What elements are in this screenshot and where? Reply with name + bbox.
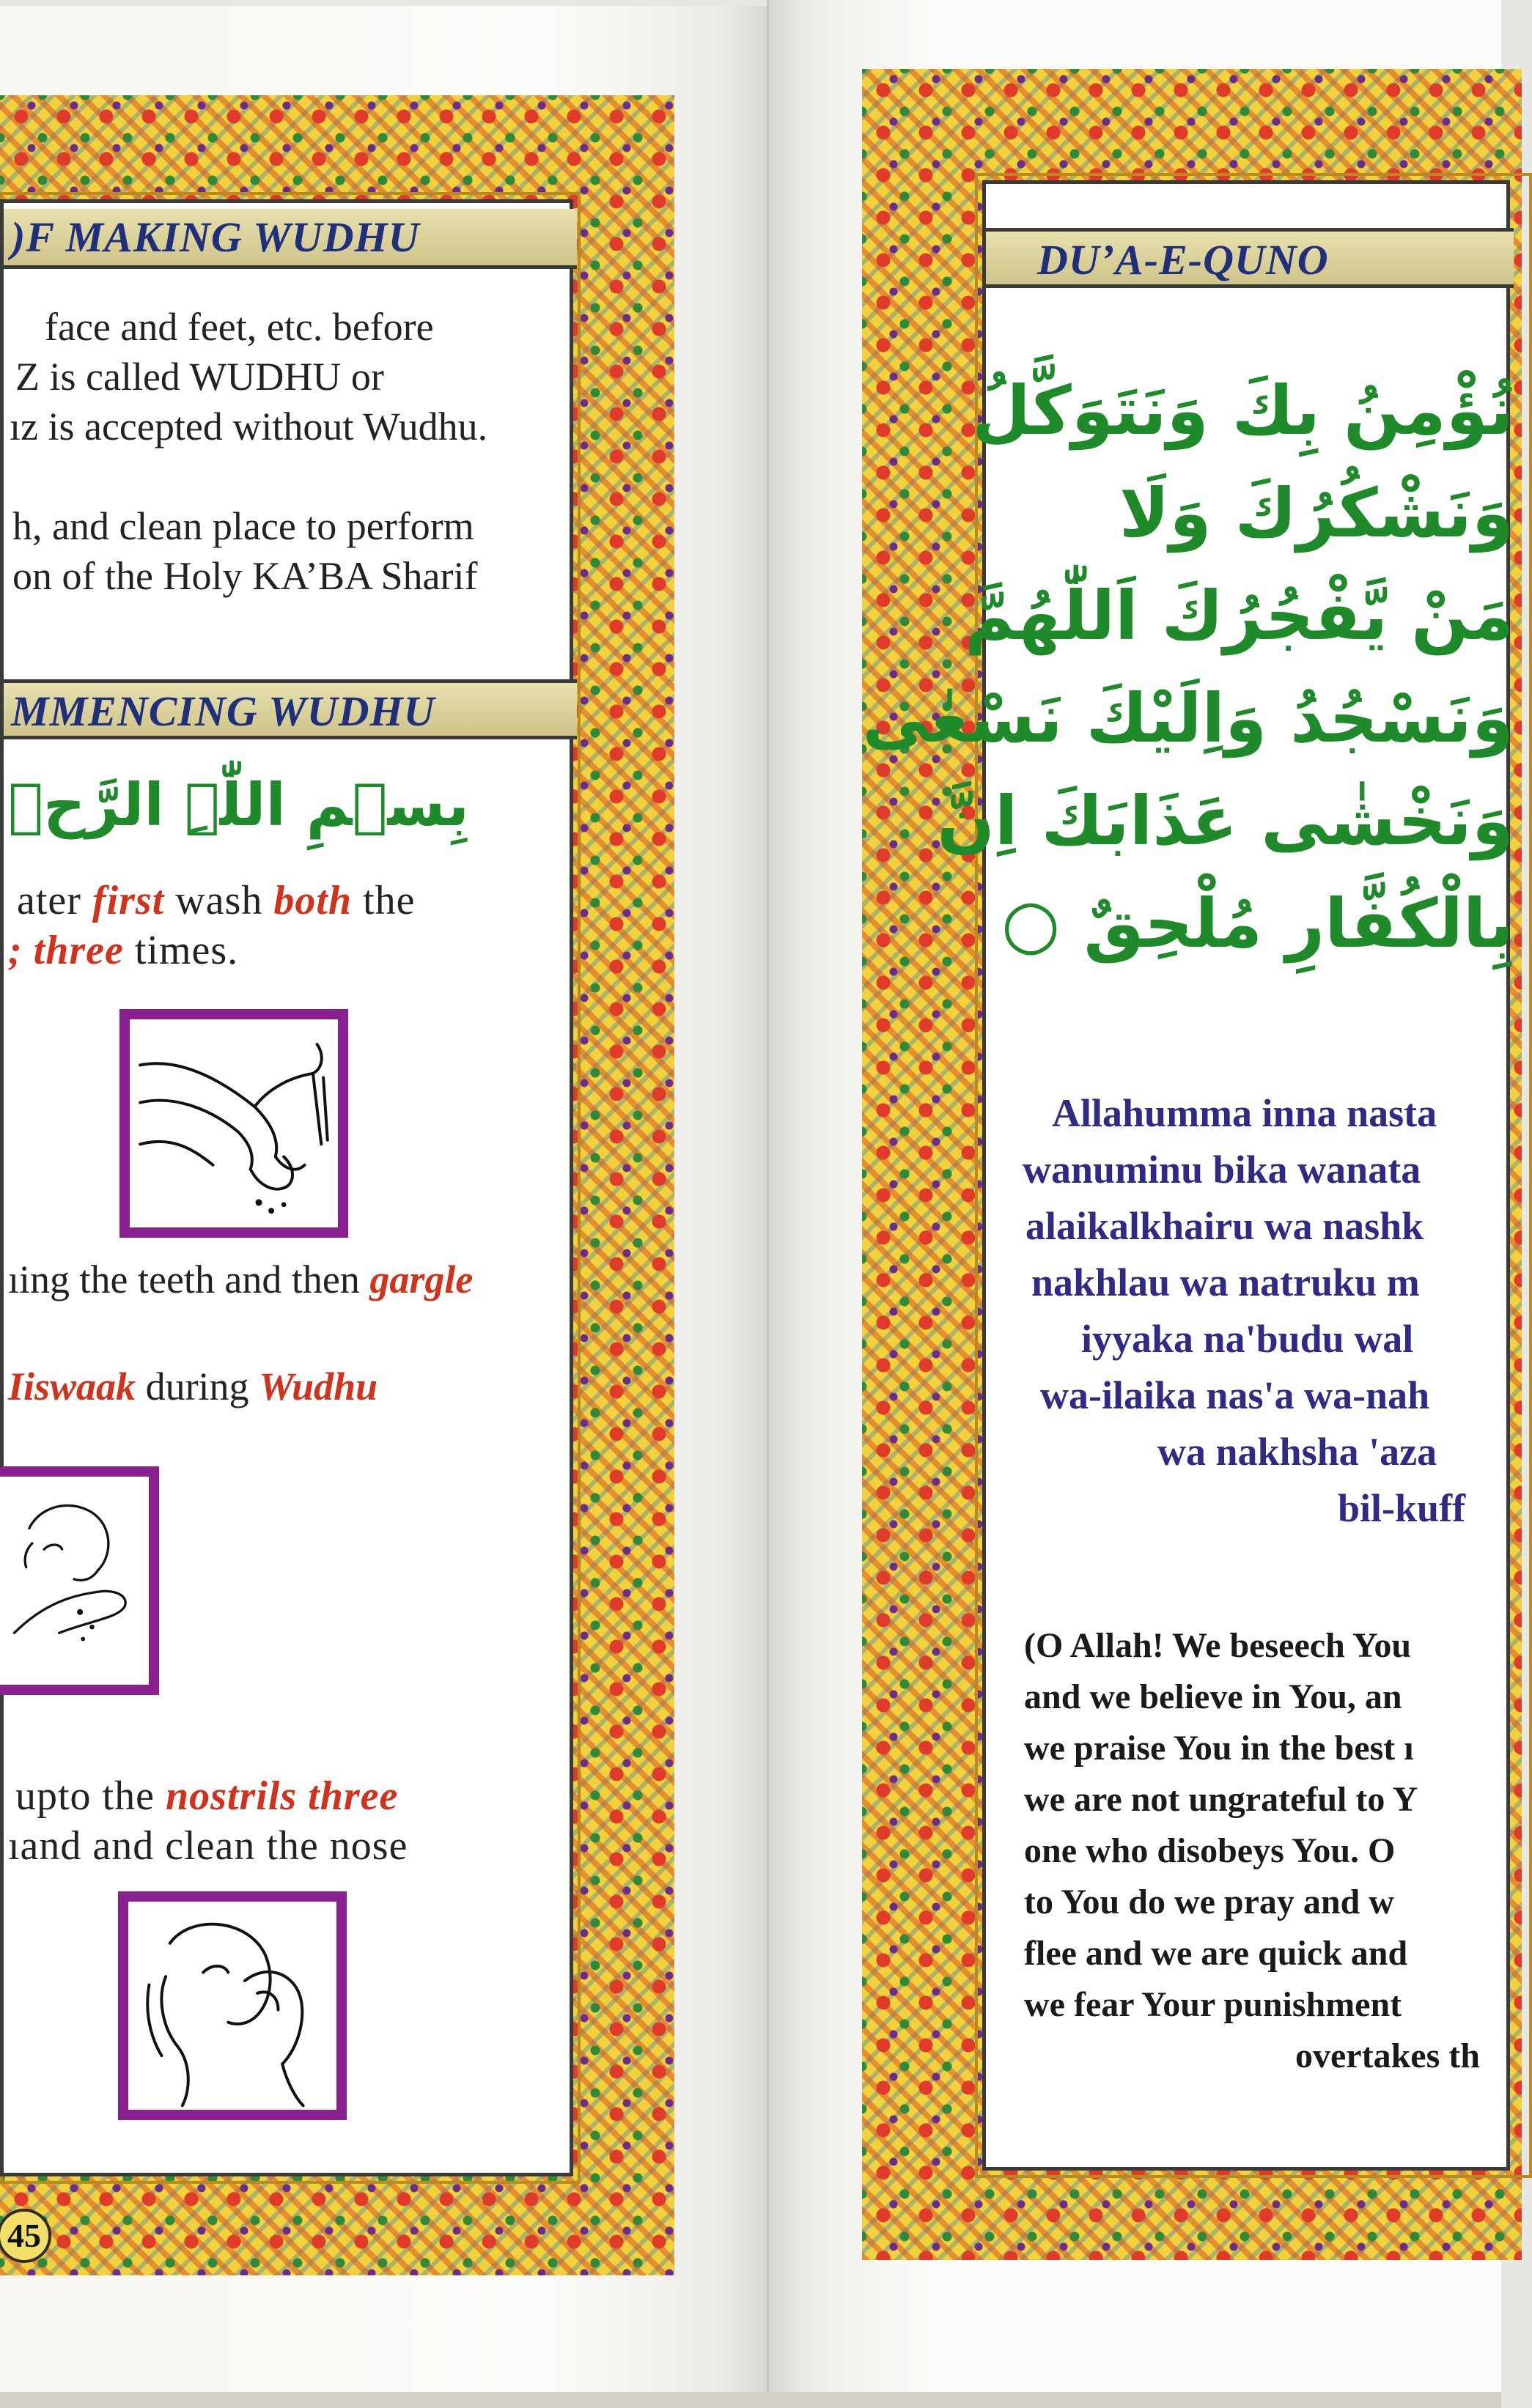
step1-emphasis-first: first	[92, 878, 165, 923]
translation-line-2: and we believe in You, an	[1024, 1677, 1402, 1716]
illustration-washing-hands	[119, 1009, 348, 1238]
illustration-rinsing-mouth	[0, 1466, 159, 1695]
translit-line-1: Allahumma inna nasta	[1052, 1091, 1437, 1135]
step1-text-a: ater	[17, 878, 92, 923]
step3-line1	[15, 1773, 398, 1820]
dua-e-qunoot-title: DU’A-E-QUNO	[986, 228, 1514, 288]
bismillah-arabic: بِسۡمِ اللّٰہِ الرَّحۡ	[8, 771, 469, 839]
arabic-line-6: بِالْكُفَّارِ مُلْحِقٌ ○	[1001, 884, 1514, 963]
translation-line-4: we are not ungrateful to Y	[1024, 1780, 1418, 1819]
para2-line1: h, and clean place to perform	[12, 504, 474, 548]
step1-text-c: wash	[164, 878, 274, 923]
step1-text-times: times.	[123, 928, 239, 973]
translation-line-7: flee and we are quick and	[1024, 1934, 1408, 1973]
step1-line2	[8, 927, 238, 974]
translation-line-9: overtakes th	[1295, 2036, 1480, 2075]
step2-emphasis-wudhu: Wudhu	[259, 1364, 378, 1408]
translation-line-1: (O Allah! We beseech You	[1024, 1626, 1412, 1665]
translit-line-6: wa-ilaika nas'a wa-nah	[1040, 1373, 1430, 1417]
translit-line-3: alaikalkhairu wa nashk	[1025, 1204, 1424, 1248]
hands-washing-icon	[130, 1019, 338, 1227]
section-title-making-wudhu: )F MAKING WUDHU	[4, 209, 577, 269]
arabic-line-2: وَنَشْكُرُكَ وَلَا	[1119, 474, 1514, 553]
step2-line1	[8, 1257, 473, 1302]
arabic-text-block	[862, 360, 1514, 975]
mouth-rinsing-icon	[0, 1477, 149, 1685]
translation-block	[1024, 1620, 1514, 2082]
illustration-cleaning-nose	[118, 1891, 347, 2120]
step1-emphasis-three: ; three	[8, 928, 124, 973]
translit-line-5: iyyaka na'budu wal	[1081, 1317, 1414, 1361]
step1-emphasis-both: both	[273, 878, 353, 923]
para1-line1: face and feet, etc. before	[45, 305, 434, 349]
step2-emphasis-miswaak: Iiswaak	[8, 1364, 136, 1408]
translit-line-2: wanuminu bika wanata	[1023, 1148, 1421, 1192]
translation-line-6: to You do we pray and w	[1024, 1883, 1394, 1921]
nose-cleaning-icon	[128, 1902, 336, 2110]
step2-emphasis-gargle: gargle	[369, 1257, 474, 1301]
para1-line2: Z is called WUDHU or	[15, 355, 384, 399]
translit-line-7: wa nakhsha 'aza	[1157, 1430, 1437, 1474]
arabic-line-3: مَنْ يَّفْجُرُكَ اَللّٰهُمَّ	[965, 577, 1514, 655]
translation-line-3: we praise You in the best ı	[1024, 1729, 1414, 1768]
left-content-panel	[0, 199, 573, 2176]
page-bottom-edge	[0, 2392, 1501, 2408]
step3-text-a: upto the	[15, 1773, 166, 1819]
transliteration-block	[986, 1085, 1514, 1537]
right-content-panel	[862, 180, 1514, 2171]
translit-line-4: nakhlau wa natruku m	[1031, 1260, 1420, 1304]
step1-text-e: the	[352, 878, 416, 923]
step2-line2	[8, 1364, 378, 1409]
book-gutter	[767, 0, 769, 2408]
translit-line-8: bil-kuff	[1338, 1486, 1466, 1530]
para2-line2: on of the Holy KA’BA Sharif	[12, 554, 478, 598]
translation-line-5: one who disobeys You. O	[1024, 1831, 1396, 1870]
section-title-commencing-wudhu: MMENCING WUDHU	[4, 679, 577, 739]
para1-line3: ız is accepted without Wudhu.	[10, 405, 488, 448]
step2-text-during: during	[136, 1364, 259, 1408]
step2-text-a: ıing the teeth and then	[8, 1257, 370, 1301]
arabic-line-1: نُؤْمِنُ بِكَ وَنَتَوَكَّلُ	[972, 372, 1514, 450]
step1-line1	[17, 877, 416, 924]
page-number-badge: 45	[0, 2209, 51, 2263]
step3-line2: ıand and clean the nose	[8, 1823, 408, 1869]
arabic-line-5: وَنَخْشٰى عَذَابَكَ اِنَّ	[937, 782, 1514, 860]
arabic-line-4: وَنَسْجُدُ وَاِلَيْكَ نَسْعٰى	[862, 679, 1514, 758]
step3-emphasis-nostrils-three: nostrils three	[165, 1773, 399, 1819]
translation-line-8: we fear Your punishment	[1024, 1985, 1402, 2024]
